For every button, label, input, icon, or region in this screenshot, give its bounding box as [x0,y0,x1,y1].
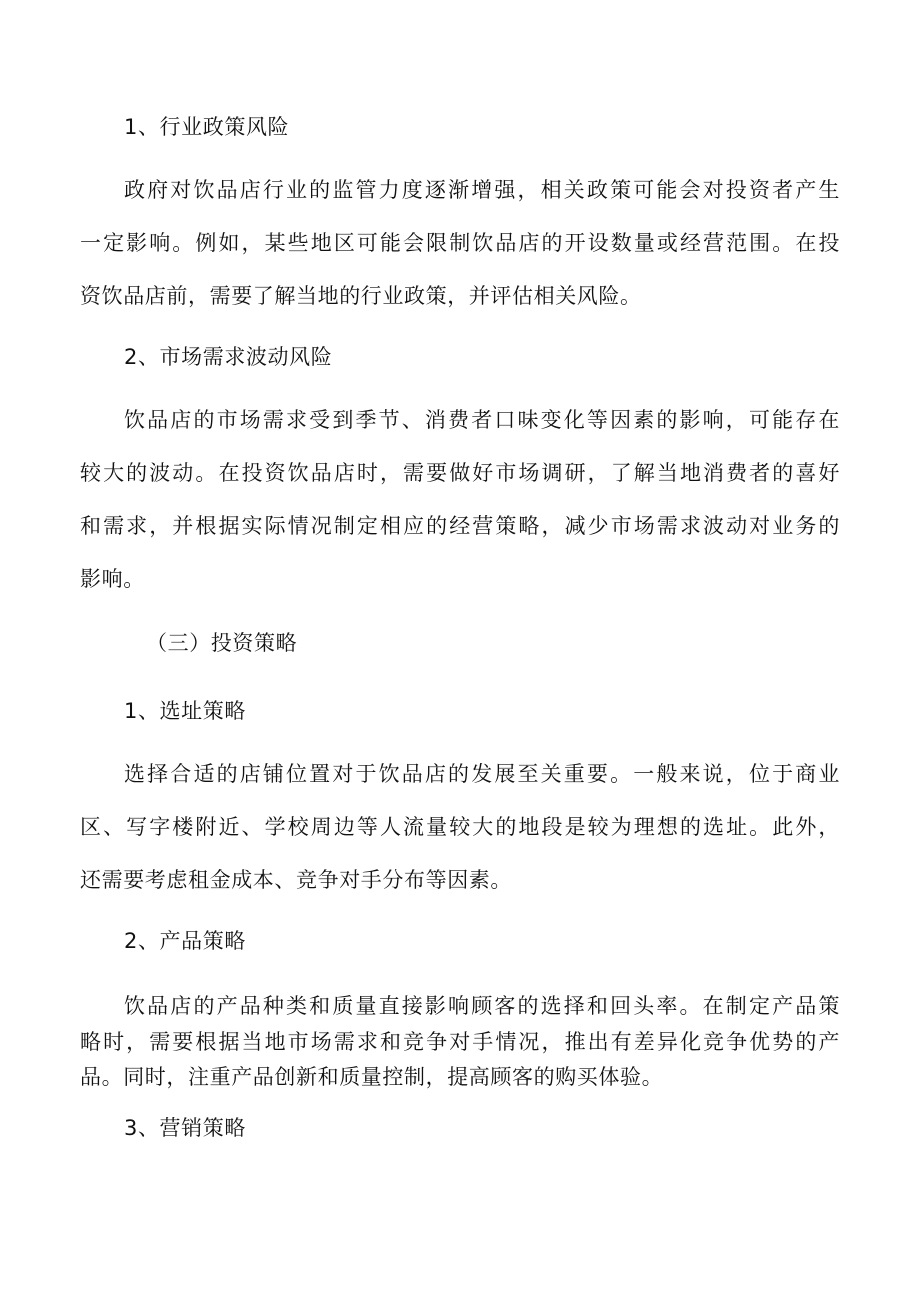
paragraph-line: 影响。 [80,567,145,591]
paragraph-line: 品。同时，注重产品创新和质量控制，提高顾客的购买体验。 [80,1065,664,1089]
paragraph-line: 较大的波动。在投资饮品店时，需要做好市场调研，了解当地消费者的喜好 [80,461,840,485]
section-heading-policy-risk: 1、行业政策风险 [124,115,290,139]
paragraph-line: 区、写字楼附近、学校周边等人流量较大的地段是较为理想的选址。此外， [80,815,840,839]
paragraph-line: 资饮品店前，需要了解当地的行业政策，并评估相关风险。 [80,284,642,308]
paragraph-line: 饮品店的市场需求受到季节、消费者口味变化等因素的影响，可能存在 [124,408,840,432]
section-heading-demand-risk: 2、市场需求波动风险 [124,345,333,369]
section-heading-product-strategy: 2、产品策略 [124,929,246,953]
section-heading-site-strategy: 1、选址策略 [124,699,246,723]
paragraph-line: 还需要考虑租金成本、竞争对手分布等因素。 [80,868,512,892]
chapter-heading-investment-strategy: （三）投资策略 [146,631,298,655]
paragraph-line: 和需求，并根据实际情况制定相应的经营策略，减少市场需求波动对业务的 [80,514,840,538]
paragraph-line: 略时，需要根据当地市场需求和竞争对手情况，推出有差异化竞争优势的产 [80,1030,840,1054]
paragraph-line: 选择合适的店铺位置对于饮品店的发展至关重要。一般来说，位于商业 [124,762,840,786]
paragraph-line: 政府对饮品店行业的监管力度逐渐增强，相关政策可能会对投资者产生 [124,178,840,202]
paragraph-line: 饮品店的产品种类和质量直接影响顾客的选择和回头率。在制定产品策 [124,994,840,1018]
section-heading-marketing-strategy: 3、营销策略 [124,1116,246,1140]
paragraph-line: 一定影响。例如，某些地区可能会限制饮品店的开设数量或经营范围。在投 [80,231,840,255]
